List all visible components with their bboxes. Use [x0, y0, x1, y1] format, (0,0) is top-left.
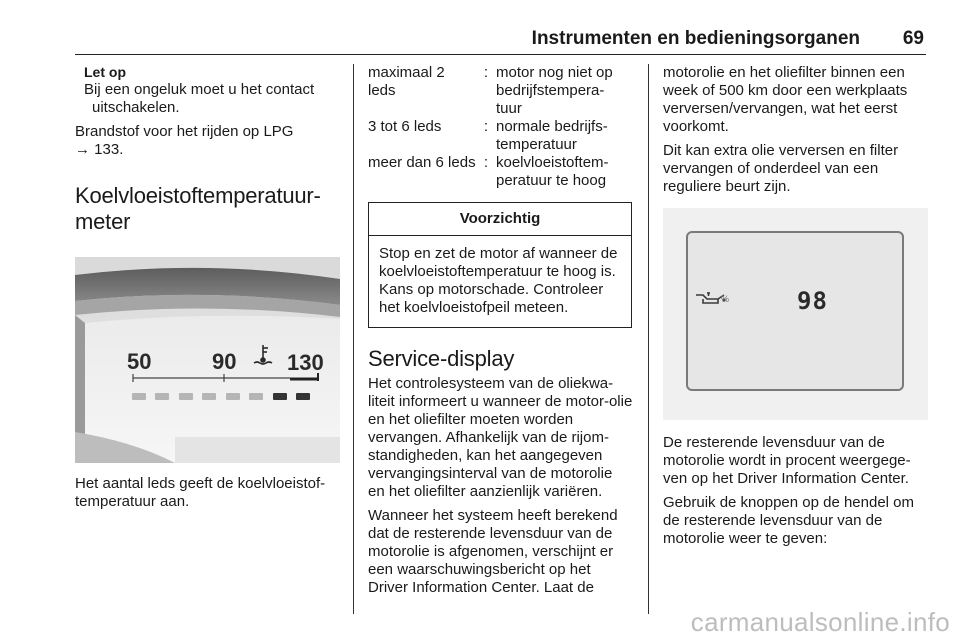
table-description-line: tuur	[496, 100, 522, 117]
service-paragraph-3: motorolie en het oliefilter binnen een week of 500 km door een werkplaats verversen/vervangen, wat het eerst voorkomt.	[663, 64, 908, 135]
table-term: meer dan 6 leds	[368, 154, 476, 171]
table-description-line: motor nog niet op	[496, 64, 613, 81]
service-paragraph-1: Het controlesysteem van de oliekwa-liteit informeert u wanneer de motor-olie en het oliefilter moeten worden vervangen. Afhankelijk van de rijom-standigheden, kan het aangegeven vervangingsinterval van de motorolie en het oliefilter aanzienlijk variëren.	[368, 375, 633, 500]
caution-box	[368, 202, 632, 328]
service-paragraph-2: Wanneer het systeem heeft berekend dat de resterende levensduur van de motorolie is afgenomen, verschijnt er een waarschuwingsbericht op het Driver Information Center. Laat de	[368, 507, 618, 596]
note-title: Let op	[84, 64, 126, 80]
service-paragraph-6: Gebruik de knoppen op de hendel om de resterende levensduur van de motorolie weer te geven:	[663, 494, 915, 547]
table-separator: :	[483, 118, 489, 135]
page-title: Instrumenten en bedieningsorganen	[531, 28, 860, 49]
note-line-1: Bij een ongeluk moet u het contact	[84, 81, 315, 98]
note-text	[84, 81, 340, 117]
fuel-reference-line-1: Brandstof voor het rijden op LPG	[75, 123, 294, 140]
section-heading-service-display: Service-display	[368, 346, 515, 371]
percent-symbol: %	[721, 294, 730, 304]
gauge-label-50: 50	[127, 349, 152, 374]
coolant-gauge-photo	[75, 257, 340, 463]
table-description-line: bedrijfstempera-	[496, 82, 605, 99]
service-paragraph-4: Dit kan extra olie verversen en filter vervangen of onderdeel van een reguliere beurt zijn.	[663, 142, 899, 195]
note-line-2: uitschakelen.	[92, 99, 180, 116]
column-1	[75, 64, 340, 511]
table-description	[496, 64, 633, 118]
table-description-line: koelvloeistoftem-	[496, 154, 609, 171]
caution-title: Voorzichtig	[369, 203, 631, 236]
oil-life-value: 98	[797, 287, 828, 315]
watermark: carmanualsonline.info	[690, 607, 950, 637]
led-definition-table	[368, 64, 633, 190]
table-description-line: normale bedrijfs-	[496, 118, 608, 135]
table-row	[368, 64, 633, 118]
table-row	[368, 118, 633, 154]
fuel-reference-link[interactable]: → 133.	[75, 141, 124, 158]
service-paragraph-5: De resterende levensduur van de motorolie wordt in procent weergege-ven op het Driver Information Center.	[663, 434, 911, 487]
gauge-label-90: 90	[212, 349, 237, 374]
page-header	[75, 28, 926, 55]
heading-line-1: Koelvloeistoftemperatuur-	[75, 183, 321, 208]
table-description-line: peratuur te hoog	[496, 172, 607, 189]
table-term: maximaal 2 leds	[368, 64, 445, 99]
gauge-label-130: 130	[287, 350, 324, 375]
coolant-caption-line-2: temperatuur aan.	[75, 493, 190, 510]
service-display-graphic	[663, 208, 928, 420]
caution-text: Stop en zet de motor af wanneer de koelvloeistoftemperatuur te hoog is. Kans op motorschade. Controleer het koelvloeistofpeil meteen.	[379, 245, 618, 316]
table-description-line: temperatuur	[496, 136, 577, 153]
column-2	[368, 64, 633, 597]
table-separator: :	[483, 154, 489, 171]
page-number: 69	[902, 28, 924, 49]
note-box	[75, 64, 340, 117]
coolant-caption-line-1: Het aantal leds geeft de koelvloeistof-	[75, 475, 326, 492]
heading-line-2: meter	[75, 209, 131, 234]
table-description	[496, 154, 633, 190]
column-divider-2	[648, 64, 649, 614]
section-heading-coolant	[75, 183, 340, 235]
column-divider-1	[353, 64, 354, 614]
table-term: 3 tot 6 leds	[368, 118, 442, 135]
table-separator: :	[483, 64, 489, 81]
column-3	[663, 64, 928, 548]
table-description	[496, 118, 633, 154]
table-row	[368, 154, 633, 190]
